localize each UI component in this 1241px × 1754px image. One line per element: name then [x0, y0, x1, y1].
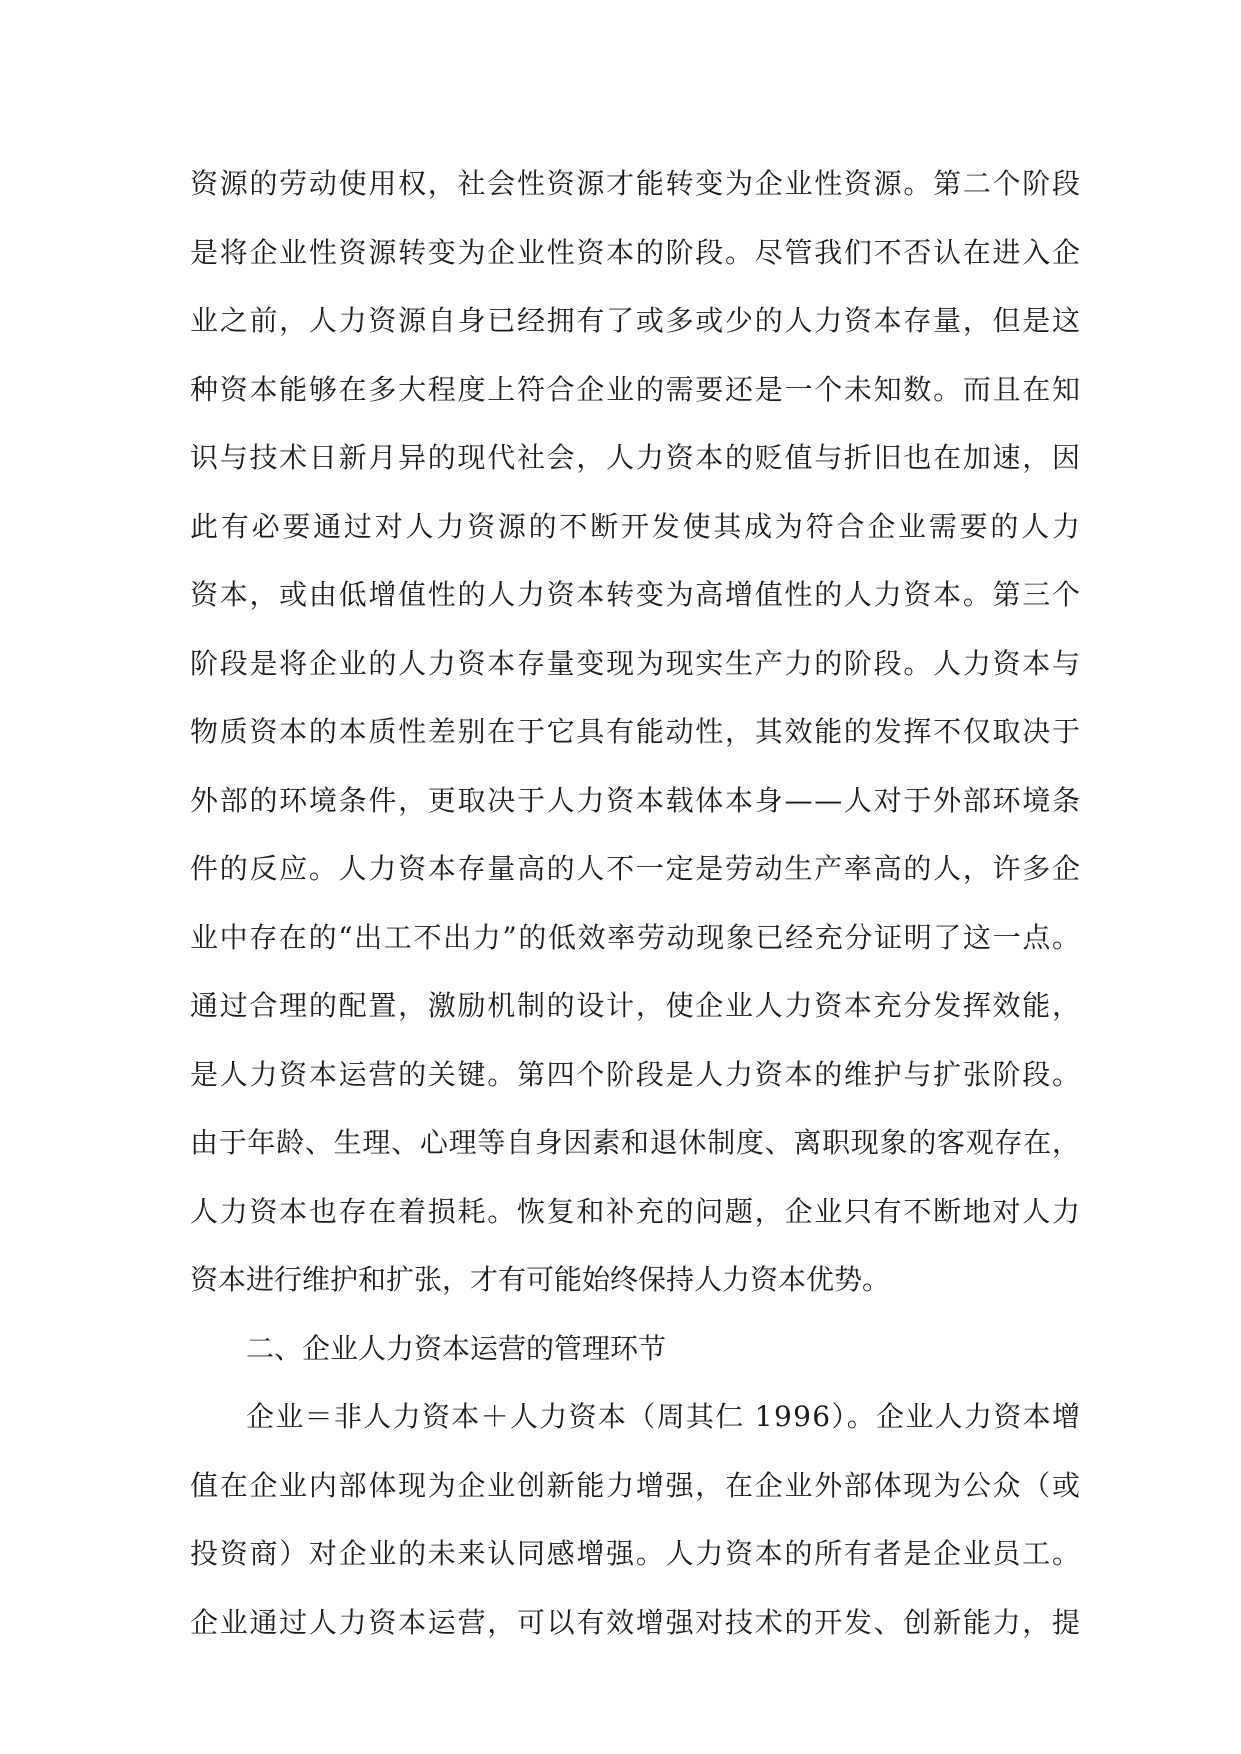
text-line: 业中存在的“出工不出力”的低效率劳动现象已经充分证明了这一点。 [190, 920, 1082, 954]
text-line: 业之前，人力资源自身已经拥有了或多或少的人力资本存量，但是这 [190, 304, 1082, 337]
text-line: 此有必要通过对人力资源的不断开发使其成为符合企业需要的人力 [190, 509, 1083, 543]
text-line: 是人力资本运营的关键。第四个阶段是人力资本的维护与扩张阶段。 [190, 1057, 1082, 1091]
text-line: 资本进行维护和扩张，才有可能始终保持人力资本优势。 [190, 1263, 891, 1296]
paragraph-first-line: 二、企业人力资本运营的管理环节 [246, 1331, 667, 1365]
paragraph-first-line: 企业＝非人力资本＋人力资本（周其仁 1996）。企业人力资本增 [246, 1400, 1082, 1433]
text-line: 企业通过人力资本运营，可以有效增强对技术的开发、创新能力，提 [190, 1605, 1082, 1639]
text-line: 投资商）对企业的未来认同感增强。人力资本的所有者是企业员工。 [190, 1537, 1082, 1570]
text-line: 资本，或由低增值性的人力资本转变为高增值性的人力资本。第三个 [190, 578, 1082, 611]
text-line: 物质资本的本质性差别在于它具有能动性，其效能的发挥不仅取决于 [190, 715, 1082, 748]
text-line: 阶段是将企业的人力资本存量变现为现实生产力的阶段。人力资本与 [190, 646, 1082, 680]
text-line: 通过合理的配置，激励机制的设计，使企业人力资本充分发挥效能， [190, 989, 1082, 1022]
text-line: 件的反应。人力资本存量高的人不一定是劳动生产率高的人，许多企 [190, 852, 1082, 885]
text-line: 识与技术日新月异的现代社会，人力资本的贬值与折旧也在加速，因 [190, 441, 1082, 474]
text-line: 值在企业内部体现为企业创新能力增强，在企业外部体现为公众（或 [190, 1468, 1082, 1502]
text-line: 是将企业性资源转变为企业性资本的阶段。尽管我们不否认在进入企 [190, 235, 1082, 269]
text-line: 由于年龄、生理、心理等自身因素和退休制度、离职现象的客观存在， [190, 1126, 1081, 1159]
text-line: 外部的环境条件，更取决于人力资本载体本身——人对于外部环境条 [190, 783, 1082, 817]
text-line: 种资本能够在多大程度上符合企业的需要还是一个未知数。而且在知 [190, 372, 1082, 406]
body-text [190, 150, 1083, 1657]
text-line: 资源的劳动使用权，社会性资源才能转变为企业性资源。第二个阶段 [190, 167, 1082, 200]
text-line: 人力资本也存在着损耗。恢复和补充的问题，企业只有不断地对人力 [190, 1194, 1082, 1228]
